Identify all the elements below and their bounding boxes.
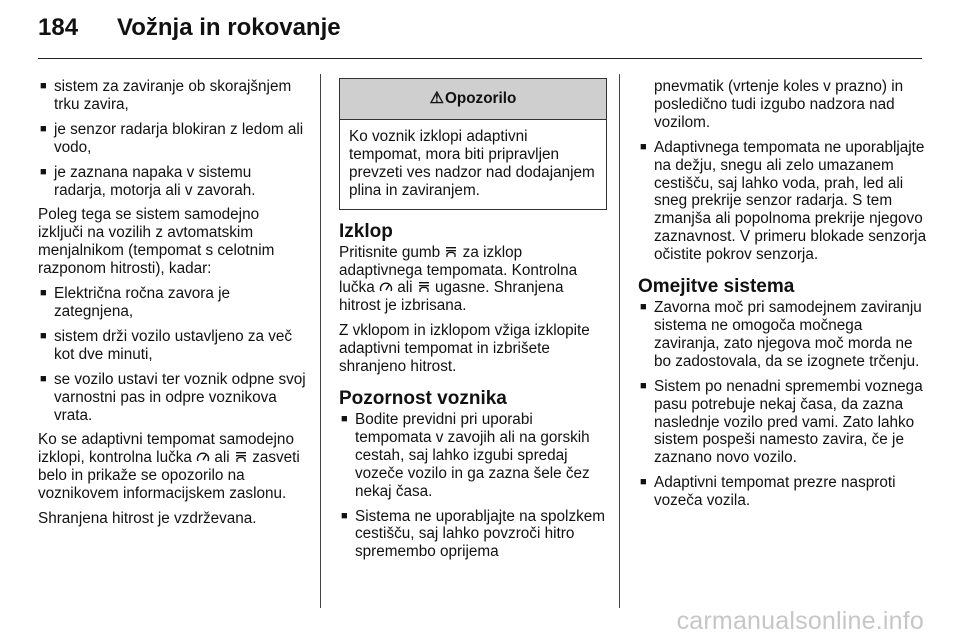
column-3 xyxy=(638,78,930,517)
section-pozornost xyxy=(339,388,607,561)
bullet-list xyxy=(38,285,306,424)
page-title: Vožnja in rokovanje xyxy=(117,14,341,41)
cruise-control-speedometer-icon xyxy=(379,281,393,293)
column-2 xyxy=(339,78,607,568)
bullet-icon: ■ xyxy=(40,165,47,178)
bullet-icon: ■ xyxy=(40,329,47,342)
section-omejitve xyxy=(638,276,930,510)
adaptive-cruise-car-icon xyxy=(234,451,248,463)
section-izklop xyxy=(339,221,607,376)
page-header xyxy=(0,0,960,62)
list-item: ■ Električna ročna zavora je zategnjena, xyxy=(40,285,230,320)
list-item: ■ sistem za zaviranje ob skorajšnjem trku zavira, xyxy=(40,78,292,113)
warning-triangle-icon: ⚠ xyxy=(429,90,444,107)
bullet-icon: ■ xyxy=(341,509,348,522)
column-divider xyxy=(320,74,321,608)
warning-box xyxy=(339,78,607,210)
page-number: 184 xyxy=(38,14,79,41)
list-item: ■ Zavorna moč pri samodejnem zaviranju sistema ne omogoča močnega zaviranja, zato njegova moč morda ne bo zadostovala, da se izognete trčenju. xyxy=(640,299,922,370)
adaptive-cruise-car-icon xyxy=(417,281,431,293)
paragraph: Poleg tega se sistem samodejno izključi na vozilih z avtomatskim menjalnikom (tempomat s celotnim razponom hitrosti), kadar: xyxy=(38,206,275,278)
warning-header: ⚠Opozorilo xyxy=(340,79,606,120)
bullet-list xyxy=(638,139,930,264)
list-item: ■ Sistema ne uporabljajte na spolzkem cestišču, saj lahko povzroči hitro spremembo oprijema xyxy=(341,507,605,561)
paragraph: Ko se adaptivni tempomat samodejno izklopi, kontrolna lučka ali zasveti belo in prikaže se opozorilo na voznikovem informacijskem zaslonu. xyxy=(38,431,300,503)
adaptive-cruise-car-icon xyxy=(444,246,458,258)
bullet-icon: ■ xyxy=(40,80,47,92)
bullet-icon: ■ xyxy=(640,301,647,314)
list-item: ■ Adaptivnega tempomata ne uporabljajte na dežju, snegu ali zelo umazanem cestišču, saj lahko voda, prah, led ali sneg prekrije senzor radarja. S tem zmanjša ali popolnoma prekrije njegovo zaznavnost. V primeru blokade senzorja očistite pokrov senzorja. xyxy=(640,138,927,264)
bullet-list xyxy=(38,78,306,199)
header-rule xyxy=(38,58,922,59)
section-heading: Pozornost voznika xyxy=(339,387,507,409)
bullet-icon: ■ xyxy=(40,122,47,135)
list-item: ■ Bodite previdni pri uporabi tempomata v zavojih ali na gorskih cestah, saj lahko izgubi spredaj vozeče vozilo in ga zazna šele čez nekaj časa. xyxy=(341,410,590,500)
column-1 xyxy=(38,78,306,535)
bullet-list xyxy=(638,299,930,510)
bullet-list xyxy=(339,411,607,561)
paragraph: Z vklopom in izklopom vžiga izklopite adaptivni tempomat in izbrišete shranjeno hitrost. xyxy=(339,322,590,376)
paragraph: Pritisnite gumb za izklop adaptivnega tempomata. Kontrolna lučka ali ugasne. Shranjena hitrost je izbrisana. xyxy=(339,243,578,315)
paragraph-continued: pnevmatik (vrtenje koles v prazno) in posledično tudi izgubo nadzora nad vozilom. xyxy=(654,78,904,131)
bullet-icon: ■ xyxy=(640,140,647,153)
warning-text: Ko voznik izklopi adaptivni tempomat, mora biti pripravljen prevzeti ves nadzor nad dodajanjem plina in zaviranjem. xyxy=(349,128,595,199)
list-item: ■ Sistem po nenadni spremembi voznega pasu potrebuje nekaj časa, da zazna naslednje vozilo pred vami. Zato lahko sistem pospeši namesto zavira, če je zaznano novo vozilo. xyxy=(640,377,923,467)
paragraph: Shranjena hitrost je vzdrževana. xyxy=(38,510,257,528)
watermark: carmanualsonline.info xyxy=(676,607,924,635)
list-item: ■ je senzor radarja blokiran z ledom ali vodo, xyxy=(40,120,304,156)
bullet-icon: ■ xyxy=(640,379,647,392)
section-heading: Omejitve sistema xyxy=(638,276,795,298)
list-item: ■ je zaznana napaka v sistemu radarja, motorja ali v zavorah. xyxy=(40,163,256,199)
list-item: ■ Adaptivni tempomat prezre nasproti vozeča vozila. xyxy=(640,474,896,510)
bullet-icon: ■ xyxy=(40,372,47,385)
bullet-icon: ■ xyxy=(40,287,47,300)
list-item: ■ sistem drži vozilo ustavljeno za več kot dve minuti, xyxy=(40,327,293,363)
cruise-control-speedometer-icon xyxy=(196,451,210,463)
section-heading: Izklop xyxy=(339,220,393,242)
list-item: ■ se vozilo ustavi ter voznik odpne svoj varnostni pas in odpre voznikova vrata. xyxy=(40,370,306,424)
bullet-icon: ■ xyxy=(640,476,647,489)
bullet-icon: ■ xyxy=(341,412,348,425)
column-divider xyxy=(619,74,620,608)
